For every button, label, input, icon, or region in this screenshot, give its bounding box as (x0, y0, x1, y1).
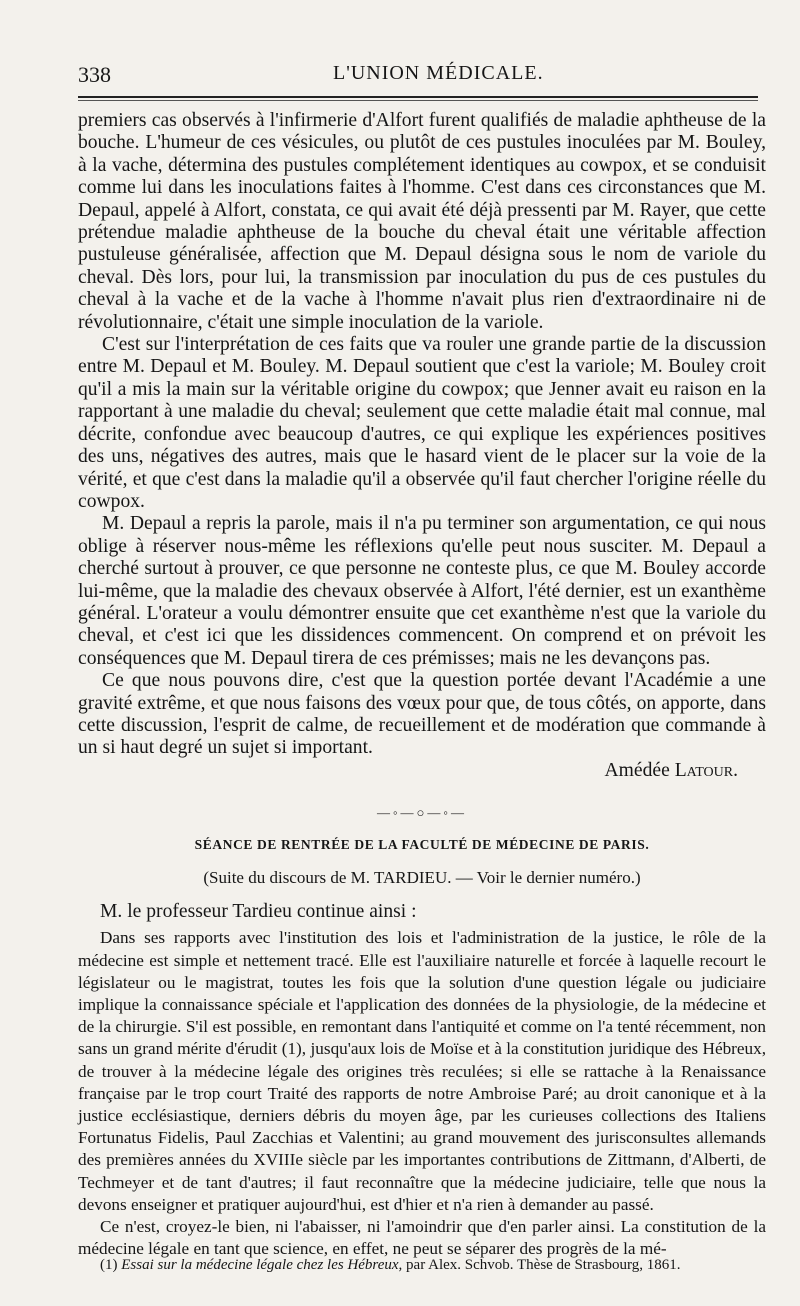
speech-paragraph: Dans ses rapports avec l'institution des lois et l'administration de la justice, le rôle de la médecine est simple et nettement tracé. Elle est l'auxiliaire naturelle et forcée à laquelle recourt le législateur ou le magistrat, toutes les fois que la solution d'une question légale ou judiciaire implique la connaissance spéciale et l'application des données de la physiologie, de la médecine et de la chirurgie. S'il est possible, en remontant dans l'antiquité et comme on l'a tenté récemment, non sans un grand mérite d'érudit (1), jusqu'aux lois de Moïse et à la constitution juridique des Hébreux, de trouver à la médecine légale des origines très reculées; si elle se rattache à la Renaissance française par le trop court Traité des rapports de notre Ambroise Paré; au droit canonique et à la justice ecclésiastique, derniers débris du moyen âge, par les curieuses collections des Italiens Fortunatus Fidelis, Paul Zacchias et Valentini; au grand mouvement des jurisconsultes allemands des premières années du XVIIIe siècle par les importantes contributions de Zittmann, d'Alberti, de Techmeyer et de tant d'autres; il faut reconnaître que la médecine judiciaire, telle que nous la devons enseigner et pratiquer aujourd'hui, est d'hier et n'a rien à demander au passé. (78, 928, 766, 1214)
paragraph: C'est sur l'interprétation de ces faits que va rouler une grande partie de la discussion entre M. Depaul et M. Bouley. M. Depaul soutient que c'est la variole; M. Bouley croit qu'il a mis la main sur la véritable origine du cowpox; que Jenner avait eu raison en la rapportant à une maladie du cheval; seulement que cette maladie était mal connue, mal décrite, confondue avec beaucoup d'autres, ce qui explique les expériences positives des uns, négatives des autres, mais que le hasard vient de le placer sur la voie de la vérité, et que c'est dans la maladie qu'il a observée qu'il faut chercher l'origine réelle du cowpox. (78, 334, 766, 512)
header-rule-thin (78, 100, 758, 101)
speech-paragraph: Ce n'est, croyez-le bien, ni l'abaisser, ni l'amoindrir que d'en parler ainsi. La constitution de la médecine légale en tant que science, en effet, ne peut se séparer des progrès de la mé- (78, 1217, 766, 1259)
section-subtitle: (Suite du discours de M. TARDIEU. — Voir le dernier numéro.) (203, 867, 641, 887)
page-number: 338 (78, 62, 111, 87)
speech-text (78, 927, 766, 1260)
footnote-rest: par Alex. Schvob. Thèse de Strasbourg, 1861. (406, 1257, 681, 1273)
paragraph: M. Depaul a repris la parole, mais il n'a pu terminer son argumentation, ce qui nous oblige à réserver nous-même les réflexions qu'elle peut nous susciter. M. Depaul a cherché surtout à prouver, ce que personne ne conteste plus, ce que M. Bouley accorde lui-même, que la maladie des chevaux observée à Alfort, l'été dernier, est un exanthème général. L'orateur a voulu démontrer ensuite que cet exanthème n'est que la variole du cheval, et c'est ici que les dissidences commencent. On comprend et on prévoit les conséquences que M. Depaul tirera de ces prémisses; mais ne les devançons pas. (78, 513, 766, 669)
paragraph: Ce que nous pouvons dire, c'est que la question portée devant l'Académie a une gravité extrême, et que nous faisons des vœux pour que, de tous côtés, on apporte, dans cette discussion, l'esprit de calme, de recueillement et de modération que commande à un si haut degré un sujet si important. (78, 670, 766, 759)
journal-title: L'UNION MÉDICALE. (333, 62, 544, 84)
article-body (78, 110, 766, 1260)
author-last-name: Latour. (674, 759, 738, 781)
speaker-intro: M. le professeur Tardieu continue ainsi : (100, 901, 417, 922)
footnote-marker: (1) (100, 1257, 118, 1273)
footnote-title: Essai sur la médecine légale chez les Hébreux, (121, 1257, 403, 1273)
section-ornament: —◦—○—◦— (376, 805, 468, 821)
header-rule (78, 96, 758, 98)
section-title: SÉANCE DE RENTRÉE DE LA FACULTÉ DE MÉDECINE DE PARIS. (194, 837, 650, 853)
footnote (100, 1256, 760, 1274)
author-signature (78, 760, 738, 782)
paragraph: premiers cas observés à l'infirmerie d'Alfort furent qualifiés de maladie aphtheuse de la bouche. L'humeur de ces vésicules, ou plutôt de ces pustules inoculées par M. Bouley, à la vache, détermina des pustules complétement identiques au cowpox, et se conduisit comme lui dans les inoculations faites à l'homme. C'est dans ces circonstances que M. Depaul, appelé à Alfort, constata, ce qui avait été déjà pressenti par M. Rayer, que cette prétendue maladie aphtheuse de la bouche du cheval était une véritable affection pustuleuse généralisée, affection que M. Depaul désigna sous le nom de variole du cheval. Dès lors, pour lui, la transmission par inoculation du pus de ces pustules du cheval à la vache et de la vache à l'homme n'avait plus rien d'extraordinaire ni de révolutionnaire, c'était une simple inoculation de la variole. (78, 110, 766, 333)
page-header (78, 58, 758, 88)
author-first-name: Amédée (604, 759, 670, 781)
